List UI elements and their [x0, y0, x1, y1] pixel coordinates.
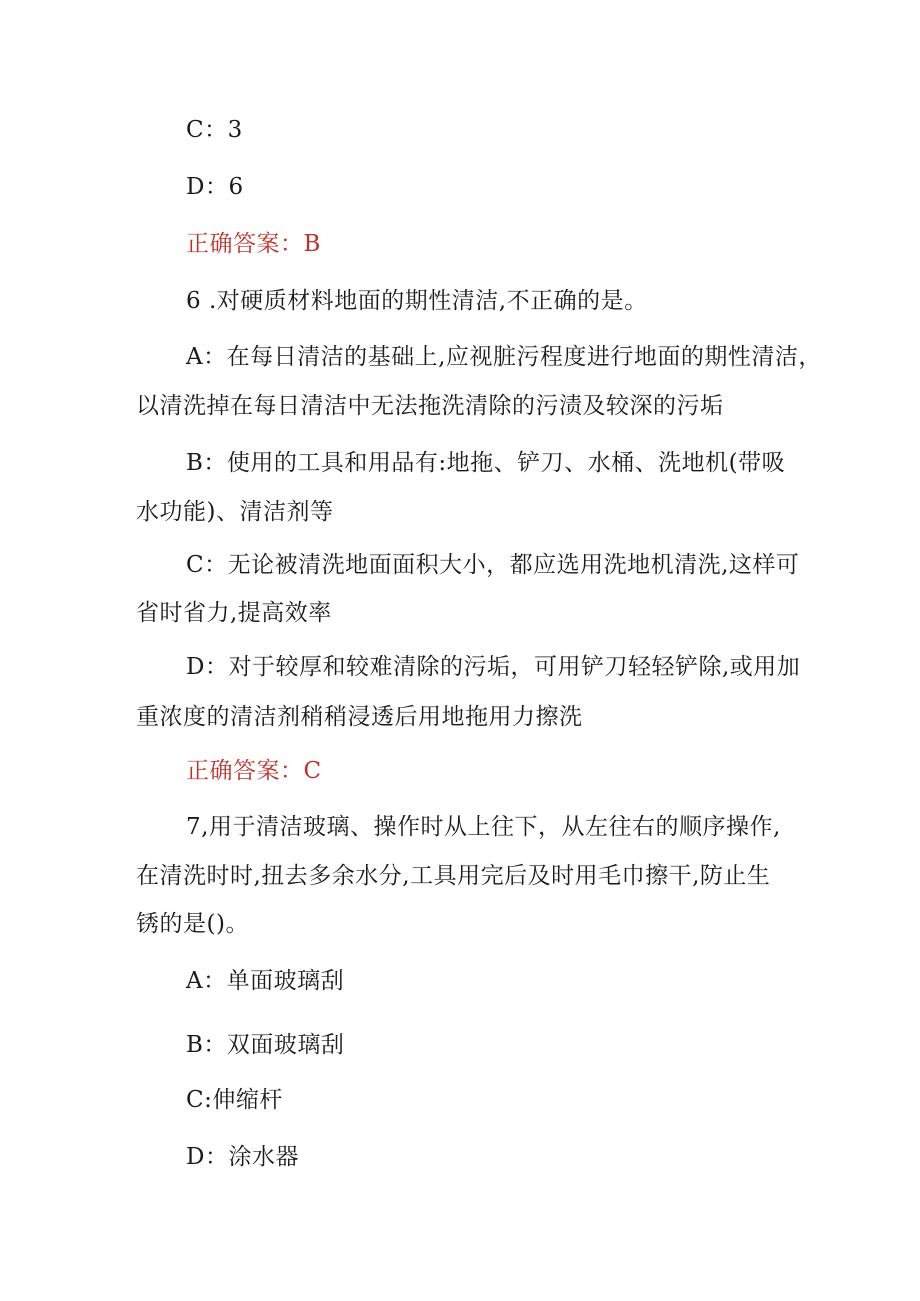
q6-question: 6 .对硬质材料地面的期性清洁,不正确的是。 — [186, 288, 648, 314]
q6-option-d-line2: 重浓度的清洁剂稍稍浸透后用地拖用力擦洗 — [136, 704, 583, 730]
q7-option-b: B：双面玻璃刮 — [186, 1032, 345, 1058]
q6-answer: 正确答案：C — [186, 758, 322, 784]
q6-option-c-line1: C：无论被清洗地面面积大小，都应选用洗地机清洗,这样可 — [186, 552, 800, 578]
q6-option-c-line2: 省时省力,提高效率 — [136, 600, 332, 626]
q5-option-d: D：6 — [186, 174, 244, 200]
q7-question-line2: 在清洗时时,扭去多余水分,工具用完后及时用毛巾擦干,防止生 — [136, 863, 771, 889]
q7-option-a: A：单面玻璃刮 — [186, 968, 345, 994]
q7-option-c: C:伸缩杆 — [186, 1087, 283, 1113]
q6-option-d-line1: D：对于较厚和较难清除的污垢，可用铲刀轻轻铲除,或用加 — [186, 654, 801, 680]
q5-option-c: C：3 — [186, 117, 243, 143]
q7-option-d: D：涂水器 — [186, 1144, 299, 1170]
q7-question-line3: 锈的是()。 — [136, 911, 249, 937]
q6-option-a-line2: 以清洗掉在每日清洁中无法拖洗清除的污渍及较深的污垢 — [136, 393, 724, 419]
q7-question-line1: 7,用于清洁玻璃、操作时从上往下，从左往右的顺序操作, — [186, 814, 781, 840]
q6-option-a-line1: A：在每日清洁的基础上,应视脏污程度进行地面的期性清洁， — [186, 344, 822, 370]
q6-option-b-line2: 水功能)、清洁剂等 — [136, 499, 334, 525]
q6-option-b-line1: B：使用的工具和用品有:地拖、铲刀、水桶、洗地机(带吸 — [186, 450, 786, 476]
q5-answer: 正确答案：B — [186, 231, 321, 257]
